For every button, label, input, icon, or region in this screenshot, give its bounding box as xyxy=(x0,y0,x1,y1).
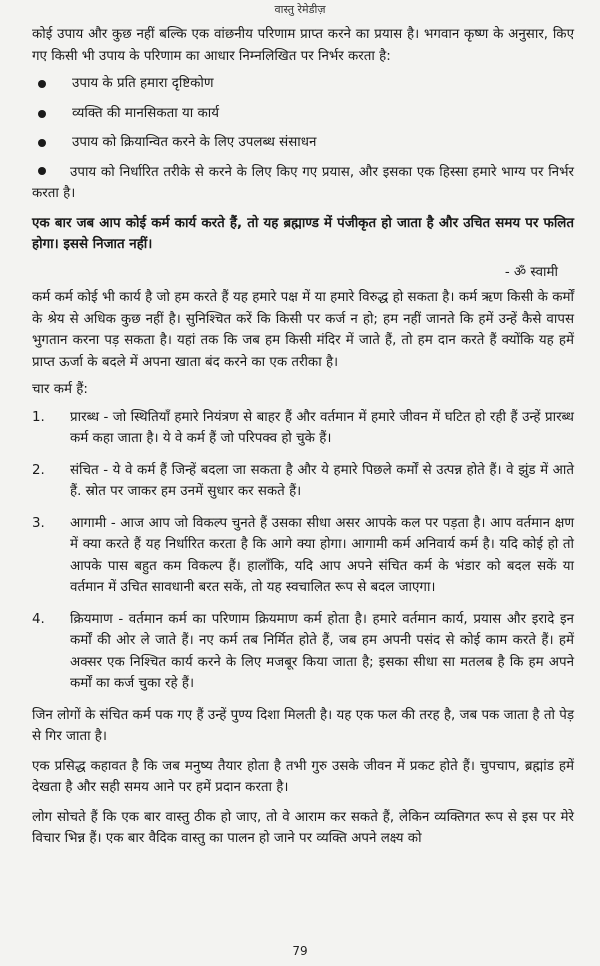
list-item xyxy=(32,162,574,205)
list-item-text: संचित - ये वे कर्म हैं जिन्हें बदला जा सकता है और ये हमारे पिछले कर्मों से उत्पन्न होते हैं। वे झुंड में आते हैं. स्रोत पर जाकर हम उनमें सुधार कर सकते हैं। xyxy=(70,462,574,499)
list-item-text: आगामी - आज आप जो विकल्प चुनते हैं उसका सीधा असर आपके कल पर पड़ता है। आप वर्तमान क्षण में क्या करते हैं यह निर्धारित करता है कि आगे क्या होगा। आगामी कर्म अनिवार्य कर्म है। यदि कोई हो तो आपके पास बहुत कम विकल्प हैं। हालाँकि, यदि आप अपने संचित कर्म के भंडार को बदल सकें या वर्तमान में उचित सावधानी बरत सकें, तो यह स्वचालित रूप से बदल जाएगा। xyxy=(70,515,574,595)
list-item xyxy=(32,460,574,503)
intro-paragraph: कोई उपाय और कुछ नहीं बल्कि एक वांछनीय परिणाम प्राप्त करने का प्रयास है। भगवान कृष्ण के अनुसार, किए गए किसी भी उपाय के परिणाम का आधार निम्नलिखित पर निर्भर करता है: xyxy=(32,27,574,64)
list-item xyxy=(32,513,574,599)
list-item xyxy=(32,407,574,450)
quote-signature: - ॐ स्वामी xyxy=(504,264,558,280)
list-item-text: उपाय को निर्धारित तरीके से करने के लिए किए गए प्रयास, और इसका एक हिस्सा हमारे भाग्य पर निर्भर करता है। xyxy=(32,164,574,201)
four-karmas-heading: चार कर्म हैं: xyxy=(32,382,88,397)
karma-paragraph: कर्म कर्म कोई भी कार्य है जो हम करते हैं यह हमारे पक्ष में या हमारे विरुद्ध हो सकता है। कर्म ऋण किसी के कर्मों के श्रेय से अधिक कुछ नहीं है। सुनिश्चित करें कि किसी पर कर्ज न हो; हम नहीं जानते कि हमें उन्हें कैसे वापस भुगतान करना पड़ सकता है। यहां तक कि जब हम किसी मंदिर में जाते हैं, तो हम दान करते हैं क्योंकि यह हमें प्राप्त ऊर्जा के बदले में अपना खाता बंद करने का एक तरीका है। xyxy=(32,290,574,370)
sanchit-paragraph: जिन लोगों के संचित कर्म पक गए हैं उन्हें पुण्य दिशा मिलती है। यह एक फल की तरह है, जब पक जाता है तो पेड़ से गिर जाता है। xyxy=(32,707,574,744)
list-number: 2. xyxy=(32,462,45,478)
list-item: उपाय के प्रति हमारा दृष्टिकोण xyxy=(32,73,574,95)
bullet-icon xyxy=(38,167,46,175)
list-item: उपाय को क्रियान्वित करने के लिए उपलब्ध संसाधन xyxy=(32,132,574,154)
list-item-text: क्रियमाण - वर्तमान कर्म का परिणाम क्रियमाण कर्म होता है। हमारे वर्तमान कार्य, प्रयास और इरादे इन कर्मों की ओर ले जाते हैं। नए कर्म तब निर्मित होते हैं, जब हम अपनी पसंद से कोई काम करते हैं। हमें अक्सर एक निश्चित कार्य करने के लिए मजबूर किया जाता है; इसका सीधा सा मतलब है कि हम अपने कर्मों का कर्ज चुका रहे हैं। xyxy=(70,611,574,691)
quote-paragraph: एक बार जब आप कोई कर्म कार्य करते हैं, तो यह ब्रह्माण्ड में पंजीकृत हो जाता है और उचित समय पर फलित होगा। इससे निजात नहीं। xyxy=(32,215,574,252)
remedy-factors-list xyxy=(32,73,574,205)
vastu-paragraph: लोग सोचते हैं कि एक बार वास्तु ठीक हो जाए, तो वे आराम कर सकते हैं, लेकिन व्यक्तिगत रूप से इस पर मेरे विचार भिन्न हैं। एक बार वैदिक वास्तु का पालन हो जाने पर व्यक्ति अपने लक्ष्य को xyxy=(32,809,574,846)
list-item xyxy=(32,609,574,695)
guru-paragraph: एक प्रसिद्ध कहावत है कि जब मनुष्य तैयार होता है तभी गुरु उसके जीवन में प्रकट होते हैं। चुपचाप, ब्रह्मांड हमें देखता है और सही समय आने पर हमें प्रदान करता है। xyxy=(32,758,574,795)
list-item: व्यक्ति की मानसिकता या कार्य xyxy=(32,103,574,125)
list-item-text: प्रारब्ध - जो स्थितियाँ हमारे नियंत्रण से बाहर हैं और वर्तमान में हमारे जीवन में घटित हो रही हैं उन्हें प्रारब्ध कर्म कहा जाता है। ये वे कर्म हैं जो परिपक्व हो चुके हैं। xyxy=(70,409,574,446)
page-number: 79 xyxy=(292,944,308,958)
karma-types-list xyxy=(32,407,574,695)
list-number: 1. xyxy=(32,409,45,425)
page-content xyxy=(32,24,574,850)
running-head: वास्तु रेमेडीज़ xyxy=(274,3,326,16)
list-number: 3. xyxy=(32,515,45,531)
list-number: 4. xyxy=(32,611,45,627)
